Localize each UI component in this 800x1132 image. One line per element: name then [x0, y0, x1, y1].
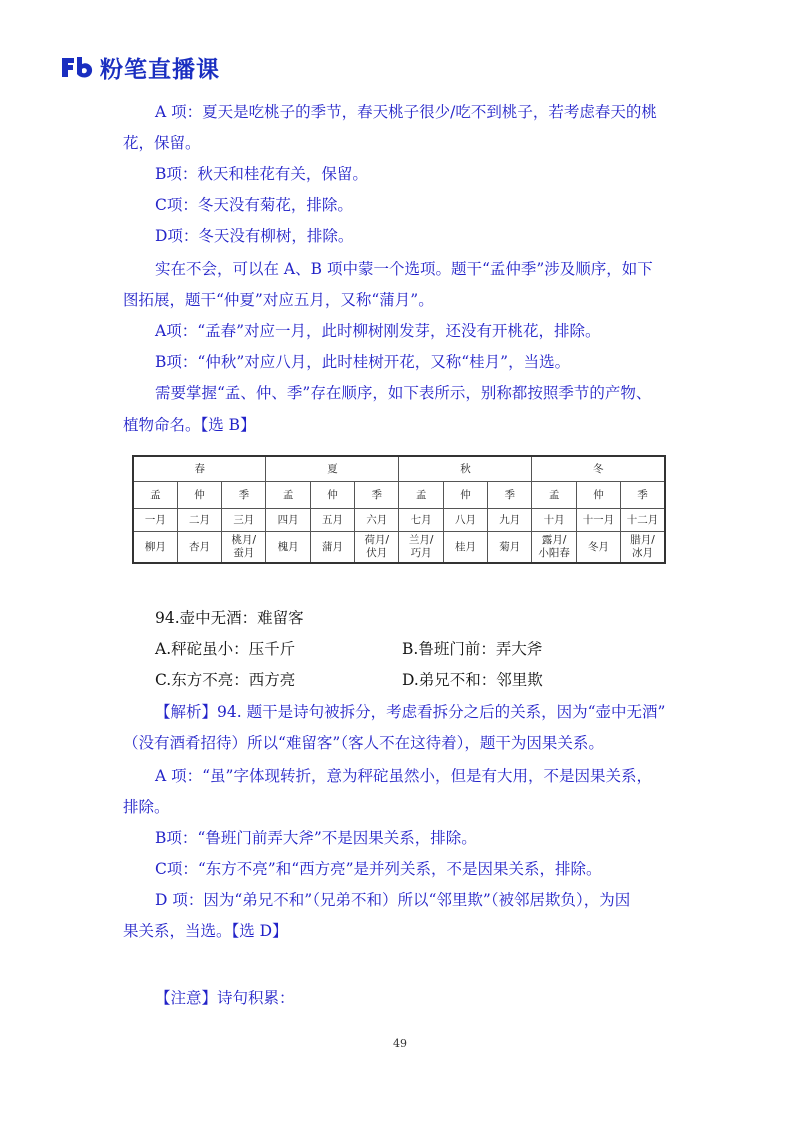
alias-text: 小阳春 [538, 547, 570, 559]
table-cell-order: 季 [222, 482, 266, 509]
table-cell-month: 九月 [488, 509, 532, 532]
paragraph-answer-b: 植物命名。【选 B】 [123, 416, 256, 434]
analysis-option-a-cont: 排除。 [123, 798, 170, 816]
paragraph-option-a-cont: 花，保留。 [123, 134, 201, 152]
alias-text: 桃月/ [231, 534, 257, 546]
table-cell-order: 仲 [443, 482, 487, 509]
table-cell-month: 五月 [310, 509, 354, 532]
alias-text: 柳月 [144, 540, 166, 553]
table-cell-month: 十月 [532, 509, 576, 532]
paragraph-order: 需要掌握“孟、仲、季”存在顺序，如下表所示，别称都按照季节的产物、 [155, 384, 652, 402]
table-row-months [133, 509, 665, 532]
alias-text: 荷月/ [364, 534, 390, 546]
alias-text: 巧月 [410, 547, 432, 559]
table-cell-alias [576, 532, 620, 564]
alias-text: 冰月 [632, 547, 654, 559]
table-cell-alias [133, 532, 177, 564]
paragraph-tip: 实在不会，可以在 A、B 项中蒙一个选项。题干“孟仲季”涉及顺序，如下 [155, 260, 653, 278]
header [60, 52, 220, 82]
paragraph-option-d: D项：冬天没有柳树，排除。 [155, 227, 354, 245]
table-cell-alias [266, 532, 310, 564]
table-cell-month: 一月 [133, 509, 177, 532]
alias-text: 伏月 [366, 547, 388, 559]
option-c: C.东方不亮：西方亮 [155, 671, 296, 689]
alias-text: 兰月/ [408, 534, 434, 546]
alias-text: 冬月 [587, 540, 609, 553]
option-a: A.秤砣虽小：压千斤 [155, 640, 296, 658]
question-stem: 94.壶中无酒：难留客 [155, 609, 304, 627]
paragraph-option-b: B项：秋天和桂花有关，保留。 [155, 165, 368, 183]
table-cell-order: 仲 [177, 482, 221, 509]
alias-text: 蚕月 [233, 547, 255, 559]
alias-text: 蒲月 [321, 540, 343, 553]
table-cell-order: 仲 [576, 482, 620, 509]
analysis-option-d: D 项：因为“弟兄不和”（兄弟不和）所以“邻里欺”（被邻居欺负），为因 [155, 891, 631, 909]
table-cell-month: 七月 [399, 509, 443, 532]
season-month-table [132, 455, 666, 564]
table-cell-month: 四月 [266, 509, 310, 532]
table-row-aliases [133, 532, 665, 564]
table-cell-season: 春 [133, 456, 266, 482]
table-cell-order: 孟 [133, 482, 177, 509]
table-cell-month: 二月 [177, 509, 221, 532]
alias-text: 腊月/ [630, 534, 655, 546]
brand-name: 粉笔直播课 [100, 56, 220, 83]
table-row-seasons [133, 456, 665, 482]
table-cell-order: 季 [488, 482, 532, 509]
analysis-line: 【解析】94. 题干是诗句被拆分，考虑看拆分之后的关系，因为“壶中无酒” [155, 703, 666, 721]
analysis-option-d-cont: 果关系，当选。【选 D】 [123, 922, 288, 940]
option-b: B.鲁班门前：弄大斧 [402, 640, 543, 658]
paragraph-a-mengchun: A项：“孟春”对应一月，此时柳树刚发芽，还没有开桃花，排除。 [155, 322, 601, 340]
analysis-option-b: B项：“鲁班门前弄大斧”不是因果关系，排除。 [155, 829, 477, 847]
table-cell-season: 夏 [266, 456, 399, 482]
table-cell-alias [222, 532, 266, 564]
table-cell-season: 冬 [532, 456, 665, 482]
alias-text: 菊月 [499, 540, 521, 553]
alias-text: 杏月 [188, 540, 210, 553]
alias-text: 槐月 [277, 540, 299, 553]
table-cell-month: 八月 [443, 509, 487, 532]
analysis-line: （没有酒肴招待）所以“难留客”（客人不在这待着），题干为因果关系。 [123, 734, 604, 752]
fb-logo-icon [60, 55, 94, 79]
note-heading: 【注意】诗句积累： [155, 989, 295, 1007]
table-cell-alias [621, 532, 665, 564]
table-cell-alias [310, 532, 354, 564]
table-cell-order: 孟 [532, 482, 576, 509]
option-d: D.弟兄不和：邻里欺 [402, 671, 543, 689]
analysis-option-a: A 项：“虽”字体现转折，意为秤砣虽然小，但是有大用，不是因果关系， [155, 767, 652, 785]
table-cell-month: 十二月 [621, 509, 665, 532]
table-cell-order: 孟 [266, 482, 310, 509]
alias-text: 露月/ [541, 534, 567, 546]
table-cell-month: 六月 [355, 509, 399, 532]
table-cell-alias [177, 532, 221, 564]
table-cell-month: 三月 [222, 509, 266, 532]
table-cell-alias [355, 532, 399, 564]
table-cell-order: 仲 [310, 482, 354, 509]
alias-text: 桂月 [454, 540, 476, 553]
table-cell-alias [488, 532, 532, 564]
paragraph-option-a: A 项：夏天是吃桃子的季节，春天桃子很少/吃不到桃子，若考虑春天的桃 [155, 103, 657, 121]
paragraph-option-c: C项：冬天没有菊花，排除。 [155, 196, 353, 214]
page-number: 49 [393, 1037, 407, 1050]
paragraph-b-zhongqiu: B项：“仲秋”对应八月，此时桂树开花，又称“桂月”，当选。 [155, 353, 571, 371]
analysis-option-c: C项：“东方不亮”和“西方亮”是并列关系，不是因果关系，排除。 [155, 860, 602, 878]
table-row-order [133, 482, 665, 509]
table-cell-season: 秋 [399, 456, 532, 482]
table-cell-alias [532, 532, 576, 564]
table-cell-order: 季 [621, 482, 665, 509]
table-cell-month: 十一月 [576, 509, 620, 532]
table-cell-alias [399, 532, 443, 564]
paragraph-tip-cont: 图拓展，题干“仲夏”对应五月，又称“蒲月”。 [123, 291, 434, 309]
table-cell-alias [443, 532, 487, 564]
table-cell-order: 孟 [399, 482, 443, 509]
table-cell-order: 季 [355, 482, 399, 509]
